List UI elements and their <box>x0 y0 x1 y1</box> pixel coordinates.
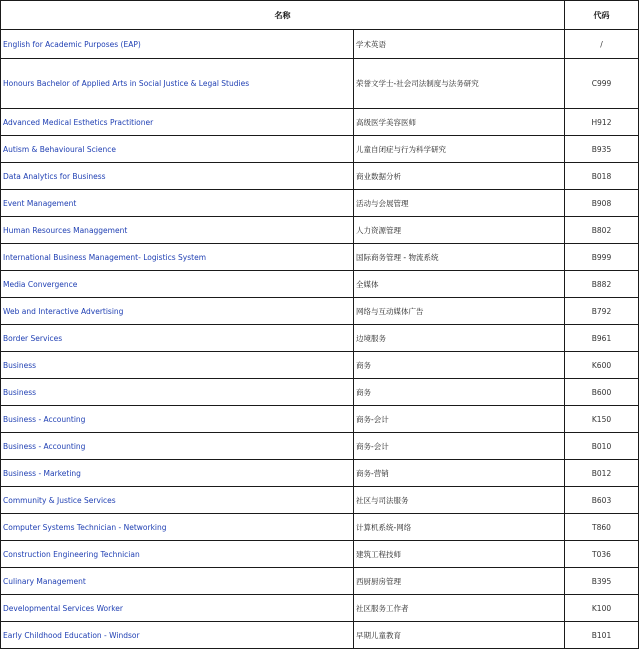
table-row <box>1 30 639 59</box>
program-name-cn: 学术英语 <box>354 30 565 59</box>
program-link[interactable]: Business - Marketing <box>3 468 81 478</box>
table-row <box>1 325 639 352</box>
table-row <box>1 190 639 217</box>
program-link[interactable]: Advanced Medical Esthetics Practitioner <box>3 117 154 127</box>
program-link[interactable]: Business <box>3 360 37 370</box>
program-name-cn: 儿童自闭症与行为科学研究 <box>354 136 565 163</box>
program-name-en-cell <box>1 244 354 271</box>
program-name-en-cell <box>1 379 354 406</box>
program-name-cn: 边境服务 <box>354 325 565 352</box>
program-link[interactable]: Early Childhood Education - Windsor <box>3 630 140 640</box>
header-code: 代码 <box>565 1 639 30</box>
program-name-cn: 全媒体 <box>354 271 565 298</box>
program-code: B935 <box>565 136 639 163</box>
program-code: H912 <box>565 109 639 136</box>
program-code: B395 <box>565 568 639 595</box>
table-body <box>1 30 639 649</box>
table-row <box>1 217 639 244</box>
program-name-en-cell <box>1 622 354 649</box>
program-link[interactable]: Web and Interactive Advertising <box>3 306 124 316</box>
program-code: B010 <box>565 433 639 460</box>
program-code: K600 <box>565 352 639 379</box>
program-code: B600 <box>565 379 639 406</box>
program-name-en-cell <box>1 109 354 136</box>
table-row <box>1 244 639 271</box>
program-code: B101 <box>565 622 639 649</box>
program-code: B802 <box>565 217 639 244</box>
program-name-cn: 活动与会展管理 <box>354 190 565 217</box>
program-code: K100 <box>565 595 639 622</box>
program-name-cn: 社区服务工作者 <box>354 595 565 622</box>
program-name-cn: 高级医学美容医师 <box>354 109 565 136</box>
program-code: B961 <box>565 325 639 352</box>
program-name-cn: 国际商务管理 - 物流系统 <box>354 244 565 271</box>
table-row <box>1 379 639 406</box>
program-name-en-cell <box>1 352 354 379</box>
program-name-en-cell <box>1 59 354 109</box>
program-link[interactable]: Business - Accounting <box>3 414 86 424</box>
program-name-cn: 建筑工程技师 <box>354 541 565 568</box>
program-code: B018 <box>565 163 639 190</box>
program-link[interactable]: Computer Systems Technician - Networking <box>3 522 167 532</box>
table-row <box>1 433 639 460</box>
table-row <box>1 595 639 622</box>
program-name-en-cell <box>1 541 354 568</box>
program-name-en-cell <box>1 460 354 487</box>
program-link[interactable]: Developmental Services Worker <box>3 603 123 613</box>
program-code: T860 <box>565 514 639 541</box>
header-name: 名称 <box>1 1 565 30</box>
program-link[interactable]: Human Resources Managgement <box>3 225 128 235</box>
program-code: B908 <box>565 190 639 217</box>
program-name-cn: 商务-营销 <box>354 460 565 487</box>
program-name-cn: 商务-会计 <box>354 406 565 433</box>
table-row <box>1 568 639 595</box>
program-link[interactable]: Business <box>3 387 37 397</box>
program-name-cn: 社区与司法服务 <box>354 487 565 514</box>
program-name-en-cell <box>1 568 354 595</box>
program-code: B999 <box>565 244 639 271</box>
program-code: / <box>565 30 639 59</box>
program-name-en-cell <box>1 163 354 190</box>
program-name-cn: 西厨厨房管理 <box>354 568 565 595</box>
table-row <box>1 514 639 541</box>
program-name-cn: 商业数据分析 <box>354 163 565 190</box>
program-link[interactable]: Data Analytics for Business <box>3 171 106 181</box>
program-link[interactable]: International Business Management- Logistics System <box>3 252 206 262</box>
program-code: T036 <box>565 541 639 568</box>
program-name-en-cell <box>1 595 354 622</box>
program-link[interactable]: Media Convergence <box>3 279 78 289</box>
program-name-en-cell <box>1 136 354 163</box>
program-code: B792 <box>565 298 639 325</box>
program-code: B882 <box>565 271 639 298</box>
program-link[interactable]: Autism & Behavioural Science <box>3 144 116 154</box>
table-row <box>1 109 639 136</box>
table-row <box>1 541 639 568</box>
table-row <box>1 352 639 379</box>
program-name-cn: 商务-会计 <box>354 433 565 460</box>
table-row <box>1 271 639 298</box>
program-name-cn: 早期儿童教育 <box>354 622 565 649</box>
program-name-en-cell <box>1 514 354 541</box>
program-link[interactable]: Community & Justice Services <box>3 495 116 505</box>
program-name-en-cell <box>1 30 354 59</box>
table-row <box>1 136 639 163</box>
program-link[interactable]: Honours Bachelor of Applied Arts in Social Justice & Legal Studies <box>3 79 250 88</box>
program-link[interactable]: Culinary Management <box>3 576 86 586</box>
program-name-en-cell <box>1 406 354 433</box>
program-link[interactable]: Business - Accounting <box>3 441 86 451</box>
table-row <box>1 460 639 487</box>
program-name-cn: 荣誉文学士-社会司法制度与法务研究 <box>354 59 565 109</box>
table-row <box>1 163 639 190</box>
program-name-cn: 商务 <box>354 379 565 406</box>
program-name-en-cell <box>1 487 354 514</box>
program-name-en-cell <box>1 271 354 298</box>
program-name-en-cell <box>1 217 354 244</box>
program-link[interactable]: English for Academic Purposes (EAP) <box>3 39 141 49</box>
program-link[interactable]: Construction Engineering Technician <box>3 549 140 559</box>
table-row <box>1 622 639 649</box>
program-name-cn: 商务 <box>354 352 565 379</box>
table-row <box>1 59 639 109</box>
program-code: B603 <box>565 487 639 514</box>
table-row <box>1 298 639 325</box>
table-row <box>1 406 639 433</box>
program-name-cn: 网络与互动媒体广告 <box>354 298 565 325</box>
program-code: K150 <box>565 406 639 433</box>
program-name-en-cell <box>1 298 354 325</box>
program-link[interactable]: Border Services <box>3 333 63 343</box>
program-name-en-cell <box>1 190 354 217</box>
program-name-en-cell <box>1 433 354 460</box>
table-row <box>1 487 639 514</box>
program-name-en-cell <box>1 325 354 352</box>
table-header-row <box>1 1 639 30</box>
program-code: C999 <box>565 59 639 109</box>
program-name-cn: 人力资源管理 <box>354 217 565 244</box>
program-code: B012 <box>565 460 639 487</box>
program-link[interactable]: Event Management <box>3 198 77 208</box>
program-name-cn: 计算机系统-网络 <box>354 514 565 541</box>
